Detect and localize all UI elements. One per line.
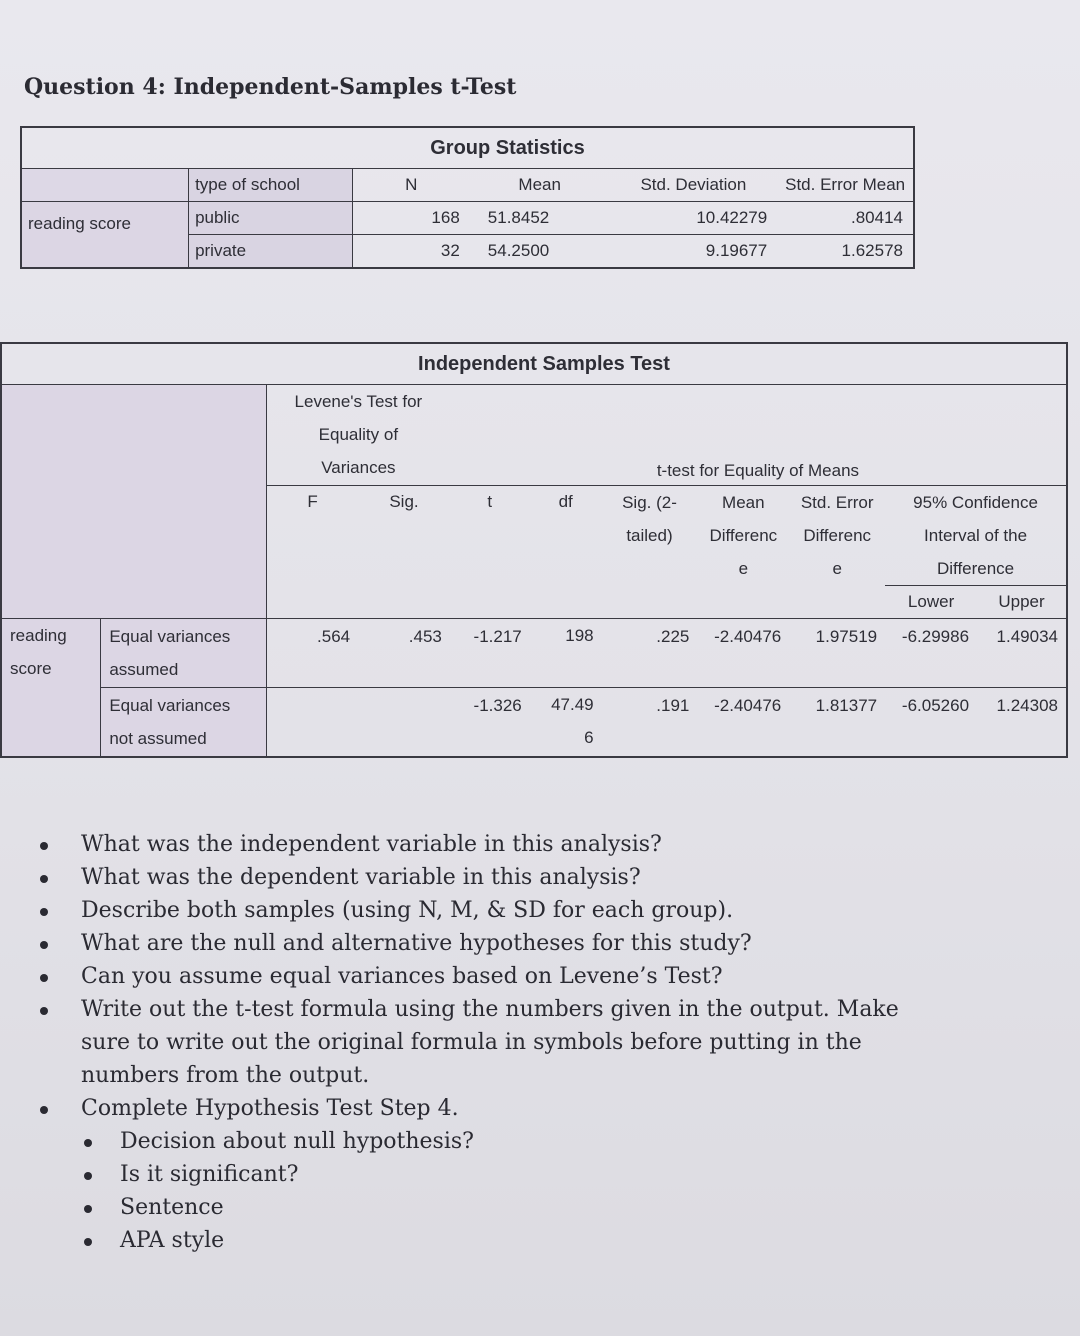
ci-upper-row2: 1.24308 (996, 696, 1058, 715)
row2-label-line-2: not assumed (109, 729, 207, 748)
se-diff-row2: 1.81377 (815, 696, 878, 715)
bullet-icon (40, 875, 48, 883)
sub-question-text: Sentence (120, 1195, 224, 1220)
sub-question-item (0, 1158, 980, 1191)
variable-label (1, 619, 101, 758)
bullet-icon (84, 1139, 92, 1147)
mean-public: 51.8452 (470, 202, 610, 235)
sig2-value-row2: .191 (656, 696, 690, 715)
col-se-line-1: Std. Error (800, 493, 874, 512)
col-se-line-2: Differenc (803, 526, 872, 545)
sd-public: 10.42279 (610, 202, 778, 235)
df-row2-line-2: 6 (584, 728, 594, 747)
col-upper: Upper (998, 592, 1045, 611)
mean-diff-row1: -2.40476 (714, 627, 782, 646)
col-sig: Sig. (389, 492, 419, 511)
levene-line-3: Variances (321, 458, 396, 477)
col-df: df (558, 492, 573, 511)
se-public: .80414 (777, 202, 914, 235)
sub-question-text: Decision about null hypothesis? (120, 1129, 474, 1154)
col-ci-line-2: Interval of the (924, 526, 1028, 545)
sig-value: .453 (408, 627, 442, 646)
question-text: What are the null and alternative hypotheses for this study? (81, 931, 752, 956)
header-n: N (352, 169, 470, 202)
n-private: 32 (352, 235, 470, 269)
col-md-line-3: e (738, 559, 749, 578)
header-std-deviation: Std. Deviation (610, 169, 778, 202)
df-value-row1 (530, 619, 602, 688)
question-item (0, 828, 941, 861)
sub-question-text: APA style (120, 1228, 225, 1253)
question-text: What was the dependent variable in this analysis? (81, 865, 641, 890)
levene-line-1: Levene's Test for (294, 392, 423, 411)
bullet-icon (40, 1007, 48, 1015)
col-md-line-1: Mean (722, 493, 765, 512)
question-item (0, 894, 941, 927)
empty-corner (21, 169, 189, 202)
sub-question-item (0, 1191, 980, 1224)
sd-private: 9.19677 (610, 235, 778, 269)
question-list (0, 828, 1080, 1257)
row-equal-variances-assumed (101, 619, 267, 688)
f-value: .564 (317, 627, 351, 646)
df-row1-line-1: 198 (565, 626, 594, 645)
question-item (0, 861, 941, 894)
mean-private: 54.2500 (470, 235, 610, 269)
sub-question-item (0, 1125, 980, 1158)
row1-label-line-2: assumed (109, 660, 179, 679)
ttest-header: t-test for Equality of Means (450, 385, 1067, 486)
levene-header (266, 385, 449, 486)
ci-lower-row2: -6.05260 (901, 696, 970, 715)
t-value-row2: -1.326 (473, 696, 522, 715)
col-mean-difference (697, 486, 789, 619)
question-text: What was the independent variable in this analysis? (81, 832, 662, 857)
question-item (0, 1092, 941, 1125)
sig2-value-row1: .225 (656, 627, 690, 646)
df-row2-line-1: 47.49 (551, 695, 594, 714)
variable-line-1: reading (10, 626, 67, 645)
df-value-row2 (530, 688, 602, 758)
question-item (0, 993, 941, 1092)
col-sig2-line-1: Sig. (2- (622, 493, 677, 512)
sig-value-empty (358, 688, 450, 758)
bullet-icon (84, 1172, 92, 1180)
group-public: public (189, 202, 353, 235)
ist-caption: Independent Samples Test (1, 343, 1067, 385)
t-value-row1: -1.217 (473, 627, 522, 646)
bullet-icon (84, 1205, 92, 1213)
independent-samples-test-table (0, 342, 1068, 758)
question-text: Write out the t-test formula using the numbers given in the output. Make sure to write out the original formula in symbols before putting in the numbers from the output. (81, 997, 899, 1088)
se-diff-row1: 1.97519 (815, 627, 878, 646)
bullet-icon (40, 842, 48, 850)
mean-diff-row2: -2.40476 (714, 696, 782, 715)
header-std-error-mean: Std. Error Mean (777, 169, 914, 202)
sub-question-item (0, 1224, 980, 1257)
se-private: 1.62578 (777, 235, 914, 269)
variable-label: reading score (21, 202, 189, 269)
f-value-empty (266, 688, 358, 758)
bullet-icon (40, 908, 48, 916)
empty-corner (1, 385, 266, 619)
header-type-of-school: type of school (189, 169, 353, 202)
bullet-icon (40, 1106, 48, 1114)
question-text: Complete Hypothesis Test Step 4. (81, 1096, 459, 1121)
question-item (0, 927, 941, 960)
question-text: Can you assume equal variances based on Levene’s Test? (81, 964, 723, 989)
sub-question-text: Is it significant? (120, 1162, 299, 1187)
col-sig2-line-2: tailed) (626, 526, 673, 545)
col-f: F (307, 492, 318, 511)
col-se-line-3: e (832, 559, 842, 578)
row1-label-line-1: Equal variances (109, 627, 231, 646)
col-ci-line-1: 95% Confidence (913, 493, 1038, 512)
group-statistics-table (20, 126, 915, 269)
col-std-error-difference (789, 486, 885, 619)
col-confidence-interval (885, 486, 1067, 586)
col-lower: Lower (907, 592, 955, 611)
header-mean: Mean (470, 169, 610, 202)
bullet-icon (40, 941, 48, 949)
col-t: t (487, 492, 493, 511)
page-title: Question 4: Independent-Samples t-Test (24, 74, 517, 100)
col-sig-2-tailed (602, 486, 698, 619)
n-public: 168 (352, 202, 470, 235)
question-item (0, 960, 941, 993)
row2-label-line-1: Equal variances (109, 696, 231, 715)
row-equal-variances-not-assumed (101, 688, 267, 758)
levene-line-2: Equality of (318, 425, 399, 444)
col-md-line-2: Differenc (709, 526, 778, 545)
bullet-icon (40, 974, 48, 982)
col-ci-line-3: Difference (936, 559, 1015, 578)
variable-line-2: score (10, 659, 52, 678)
group-statistics-caption: Group Statistics (430, 136, 585, 159)
question-text: Describe both samples (using N, M, & SD for each group). (81, 898, 734, 923)
bullet-icon (84, 1238, 92, 1246)
ci-lower-row1: -6.29986 (901, 627, 970, 646)
group-private: private (189, 235, 353, 269)
ci-upper-row1: 1.49034 (996, 627, 1058, 646)
